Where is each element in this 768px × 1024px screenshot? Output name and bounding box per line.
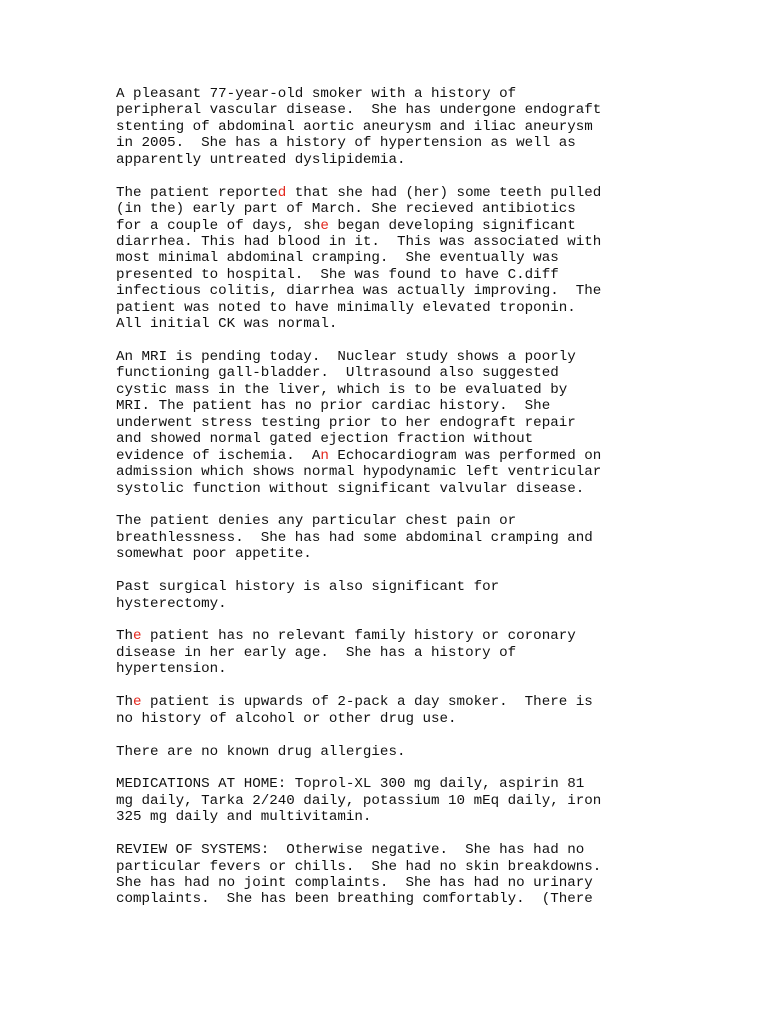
document-paragraph — [116, 579, 656, 612]
text-segment: in 2005. She has a history of hypertension as well as — [116, 135, 576, 152]
document-paragraph — [116, 86, 656, 168]
text-line — [116, 694, 656, 710]
text-segment: began developing significant — [328, 217, 576, 234]
text-segment: (in the) early part of March. She recieved antibiotics — [116, 201, 576, 218]
text-segment: patient has no relevant family history or coronary — [141, 628, 576, 645]
text-line — [116, 711, 656, 727]
text-segment: and showed normal gated ejection fraction without — [116, 431, 534, 448]
text-line — [116, 513, 656, 529]
text-line — [116, 744, 656, 760]
text-segment: REVIEW OF SYSTEMS: Otherwise negative. She has had no — [116, 842, 585, 859]
text-segment: evidence of ischemia. A — [116, 447, 321, 464]
text-line — [116, 102, 656, 118]
edit-mark-text: n — [320, 447, 329, 464]
text-line — [116, 431, 656, 447]
text-segment: patient is upwards of 2-pack a day smoker. There is — [141, 694, 593, 711]
text-segment: breathlessness. She has had some abdominal cramping and — [116, 529, 593, 546]
text-line — [116, 776, 656, 792]
text-segment: A pleasant 77-year-old smoker with a history of — [116, 86, 517, 102]
text-segment: infectious colitis, diarrhea was actually improving. The — [116, 283, 602, 300]
edit-mark-text: e — [320, 217, 329, 234]
text-line — [116, 464, 656, 480]
text-segment: presented to hospital. She was found to have C.diff — [116, 266, 559, 283]
document-paragraph — [116, 628, 656, 677]
text-segment: admission which shows normal hypodynamic left ventricular — [116, 464, 602, 481]
text-segment: that she had (her) some teeth pulled — [286, 184, 602, 201]
text-segment: cystic mass in the liver, which is to be evaluated by — [116, 381, 568, 398]
text-line — [116, 793, 656, 809]
text-line — [116, 234, 656, 250]
document-paragraph — [116, 744, 656, 760]
text-line — [116, 152, 656, 168]
text-segment: hypertension. — [116, 661, 227, 678]
text-line — [116, 300, 656, 316]
text-line — [116, 185, 656, 201]
edit-mark-text: d — [277, 184, 287, 201]
text-line — [116, 645, 656, 661]
text-segment: particular fevers or chills. She had no skin breakdowns. — [116, 858, 602, 875]
text-segment: apparently untreated dyslipidemia. — [116, 151, 406, 168]
text-segment: She has had no joint complaints. She has had no urinary — [116, 875, 593, 891]
text-segment: for a couple of days, sh — [116, 217, 321, 234]
text-segment: There are no known drug allergies. — [116, 743, 406, 760]
text-segment: stenting of abdominal aortic aneurysm and iliac aneurysm — [116, 118, 593, 135]
text-line — [116, 349, 656, 365]
text-segment: 325 mg daily and multivitamin. — [116, 809, 372, 826]
edit-mark-text: e — [133, 628, 142, 645]
text-line — [116, 135, 656, 151]
text-line — [116, 875, 656, 891]
text-line — [116, 382, 656, 398]
text-line — [116, 809, 656, 825]
text-segment: peripheral vascular disease. She has undergone endograft — [116, 102, 602, 119]
text-segment: disease in her early age. She has a history of — [116, 644, 517, 661]
text-line — [116, 842, 656, 858]
document-paragraph — [116, 349, 656, 497]
text-line — [116, 267, 656, 283]
edit-mark-text: e — [133, 694, 142, 711]
text-line — [116, 530, 656, 546]
text-segment: Th — [116, 628, 134, 645]
text-segment: complaints. She has been breathing comfortably. (There — [116, 891, 593, 908]
text-segment: Past surgical history is also significant for — [116, 579, 500, 596]
text-line — [116, 201, 656, 217]
text-segment: most minimal abdominal cramping. She eventually was — [116, 250, 559, 267]
document-paragraph — [116, 842, 656, 908]
text-line — [116, 398, 656, 414]
text-segment: Th — [116, 694, 134, 711]
document-paragraph — [116, 694, 656, 727]
document-paragraph — [116, 513, 656, 562]
document-paragraph — [116, 185, 656, 333]
text-segment: systolic function without significant valvular disease. — [116, 480, 585, 497]
text-line — [116, 365, 656, 381]
document-paragraph — [116, 776, 656, 825]
text-segment: somewhat poor appetite. — [116, 546, 312, 563]
document-page — [116, 86, 656, 924]
text-segment: diarrhea. This had blood in it. This was associated with — [116, 233, 602, 250]
text-line — [116, 415, 656, 431]
text-segment: underwent stress testing prior to her endograft repair — [116, 414, 576, 431]
text-line — [116, 481, 656, 497]
text-segment: The patient denies any particular chest pain or — [116, 513, 517, 530]
text-segment: All initial CK was normal. — [116, 316, 338, 333]
text-line — [116, 891, 656, 907]
text-line — [116, 86, 656, 102]
text-line — [116, 448, 656, 464]
text-line — [116, 250, 656, 266]
text-line — [116, 316, 656, 332]
text-segment: MRI. The patient has no prior cardiac history. She — [116, 398, 551, 415]
text-segment: functioning gall-bladder. Ultrasound also suggested — [116, 365, 559, 382]
text-line — [116, 661, 656, 677]
text-segment: hysterectomy. — [116, 595, 227, 612]
text-segment: patient was noted to have minimally elevated troponin. — [116, 299, 576, 316]
text-line — [116, 628, 656, 644]
text-line — [116, 119, 656, 135]
text-segment: An MRI is pending today. Nuclear study shows a poorly — [116, 349, 576, 365]
text-line — [116, 546, 656, 562]
text-line — [116, 859, 656, 875]
text-line — [116, 579, 656, 595]
text-segment: Echocardiogram was performed on — [328, 447, 602, 464]
text-segment: The patient reporte — [116, 184, 278, 201]
text-line — [116, 218, 656, 234]
text-line — [116, 283, 656, 299]
text-line — [116, 596, 656, 612]
text-segment: MEDICATIONS AT HOME: Toprol-XL 300 mg daily, aspirin 81 — [116, 776, 585, 793]
text-segment: no history of alcohol or other drug use. — [116, 710, 457, 727]
text-segment: mg daily, Tarka 2/240 daily, potassium 10 mEq daily, iron — [116, 792, 602, 809]
